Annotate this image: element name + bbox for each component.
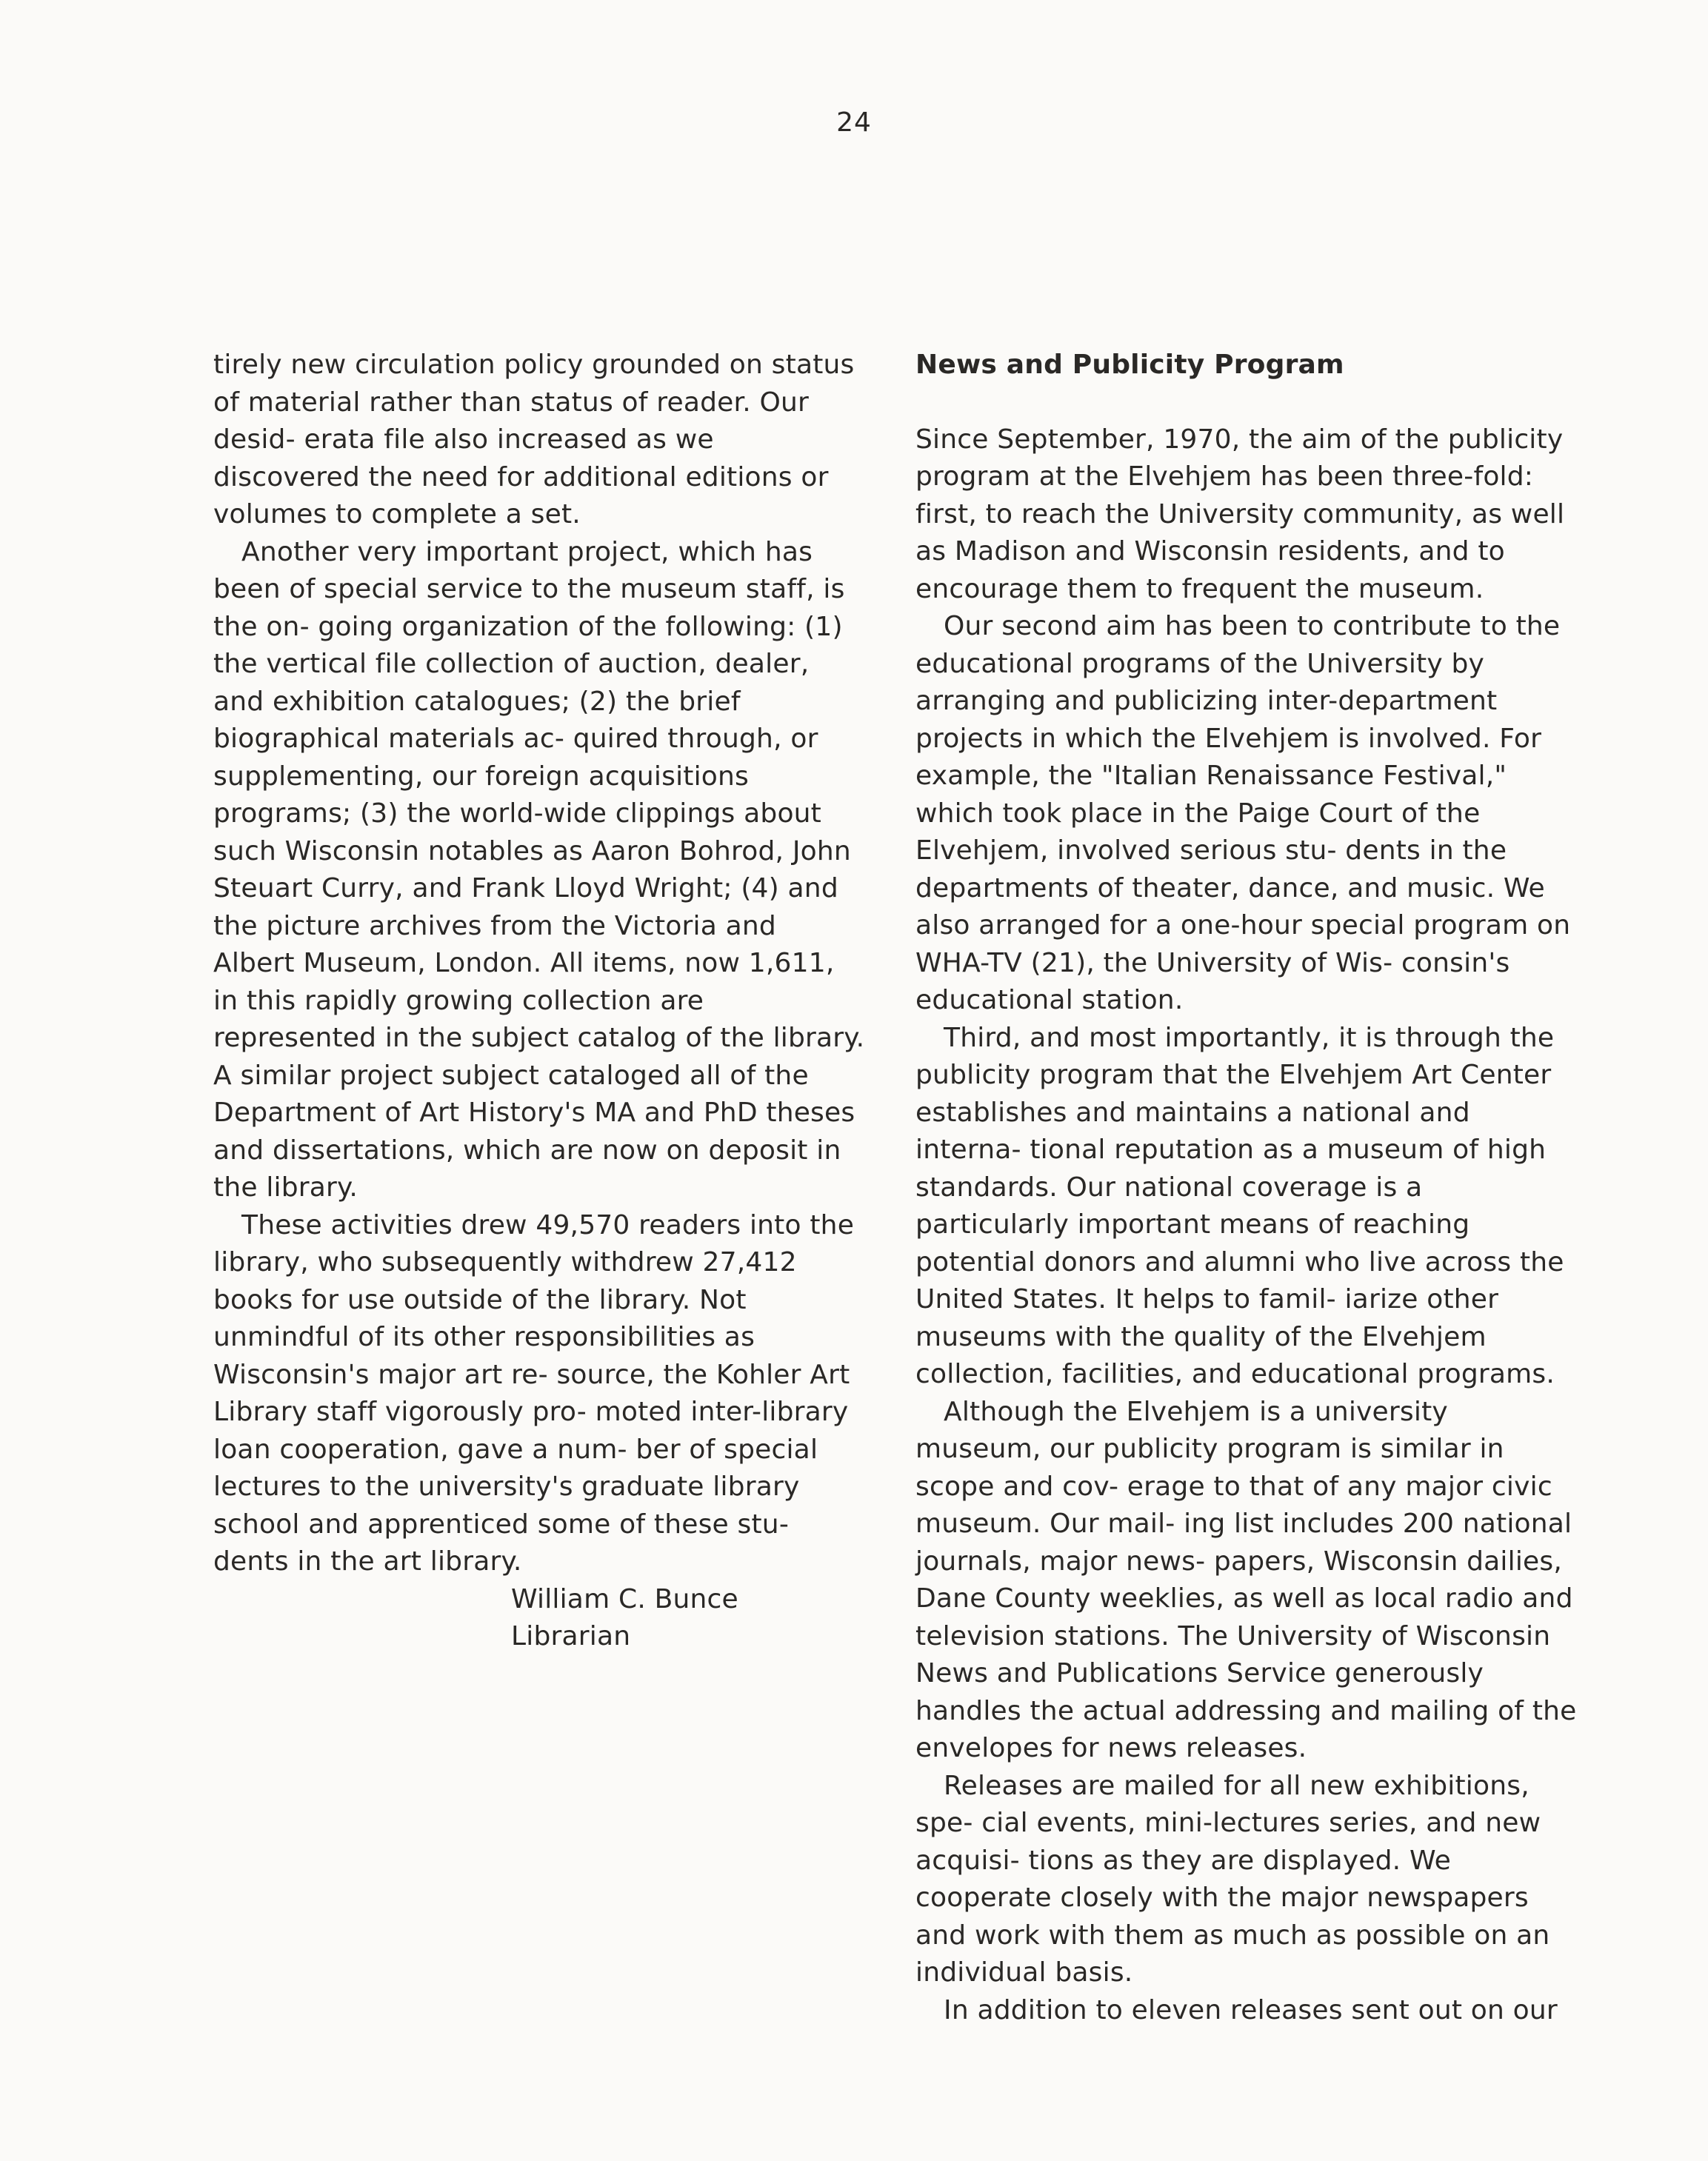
right-paragraph-4: Although the Elvehjem is a university museum, our publicity program is similar in scope and cov- erage to that of any major civic museum. Our mail- ing list includes 200 national journals, major news- papers, Wisconsin dailies, Dane County weeklies, as well as local radio and television stations. The University of Wisconsin News and Publications Service generously handles the actual addressing and mailing of the envelopes for news releases. [915,1396,1577,1763]
right-paragraph-5: Releases are mailed for all new exhibitions, spe- cial events, mini-lectures series, and new acquisi- tions as they are displayed. We cooperate closely with the major newspapers and work with them as much as possible on an individual basis. [915,1770,1550,1988]
right-column [915,347,1582,2029]
left-paragraph-2: Another very important project, which has been of special service to the museum staff, is the on- going organization of the following: (1) the vertical file collection of auction, dealer, and exhibition catalogues; (2) the brief biographical materials ac- quired through, or supplementing, our foreign acquisitions programs; (3) the world-wide clippings about such Wisconsin notables as Aaron Bohrod, John Steuart Curry, and Frank Lloyd Wright; (4) and the picture archives from the Victoria and Albert Museum, London. All items, now 1,611, in this rapidly growing collection are represented in the subject catalog of the library. A similar project subject cataloged all of the Department of Art History's MA and PhD theses and dissertations, which are now on deposit in the library. [213,536,865,1203]
signature-name: William C. Bunce [511,1583,738,1614]
right-paragraph-6: In addition to eleven releases sent out on our [944,1994,1558,2025]
page-number: 24 [836,107,872,138]
signature-block [511,1581,865,1656]
left-column [213,347,865,1656]
left-paragraph-1: tirely new circulation policy grounded on status of material rather than status of reader. Our desid- erata file also increased as we discovered the need for additional editions or volumes to complete a set. [213,350,855,530]
right-paragraph-1: Since September, 1970, the aim of the publicity program at the Elvehjem has been three-fold: first, to reach the University community, as well as Madison and Wisconsin residents, and to encourage them to frequent the museum. [915,424,1565,604]
section-heading: News and Publicity Program [915,350,1344,380]
right-paragraph-2: Our second aim has been to contribute to the educational programs of the University by arranging and publicizing inter-department projects in which the Elvehjem is involved. For example, the "Italian Renaissance Festival," which took place in the Paige Court of the Elvehjem, involved serious stu- dents in the departments of theater, dance, and music. We also arranged for a one-hour special program on WHA-TV (21), the University of Wis- consin's educational station. [915,611,1571,1015]
signature-title: Librarian [511,1621,631,1651]
right-paragraph-3: Third, and most importantly, it is through the publicity program that the Elvehjem Art Center establishes and maintains a national and interna- tional reputation as a museum of high standards. Our national coverage is a particularly important means of reaching potential donors and alumni who live across the United States. It helps to famil- iarize other museums with the quality of the Elvehjem collection, facilities, and educational programs. [915,1022,1564,1389]
left-paragraph-3: These activities drew 49,570 readers into the library, who subsequently withdrew 27,412 books for use outside of the library. Not unmindful of its other responsibilities as Wisconsin's major art re- source, the Kohler Art Library staff vigorously pro- moted inter-library loan cooperation, gave a num- ber of special lectures to the university's graduate library school and apprenticed some of these stu- dents in the art library. [213,1209,855,1577]
